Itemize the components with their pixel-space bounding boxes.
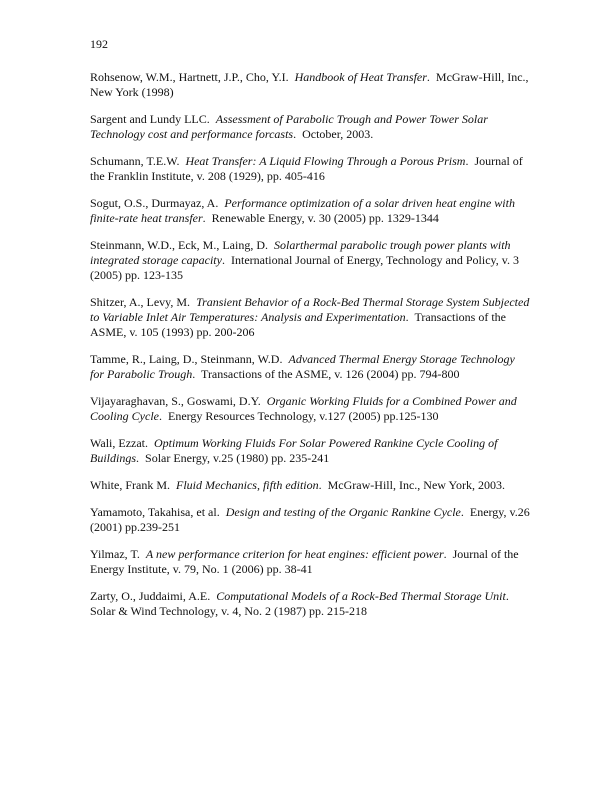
reference-authors: Schumann, T.E.W.	[90, 154, 180, 168]
reference-source: McGraw-Hill, Inc., New York (1998)	[90, 70, 529, 99]
reference-entry: Rohsenow, W.M., Hartnett, J.P., Cho, Y.I. Handbook of Heat Transfer. McGraw-Hill, Inc., New York (1998)	[90, 70, 529, 99]
reference-title: Handbook of Heat Transfer	[294, 70, 427, 84]
reference-source: McGraw-Hill, Inc., New York, 2003.	[327, 478, 505, 492]
reference-source: Renewable Energy, v. 30 (2005) pp. 1329-1344	[211, 211, 439, 225]
reference-title: Transient Behavior of a Rock-Bed Thermal Storage System Subjected to Variable Inlet Air Temperatures: Analysis and Experimentation	[90, 295, 530, 324]
reference-authors: Sogut, O.S., Durmayaz, A.	[90, 196, 219, 210]
reference-list	[90, 70, 530, 631]
reference-authors: Zarty, O., Juddaimi, A.E.	[90, 589, 211, 603]
reference-authors: Tamme, R., Laing, D., Steinmann, W.D.	[90, 352, 283, 366]
reference-authors: Yilmaz, T.	[90, 547, 140, 561]
reference-authors: Wali, Ezzat.	[90, 436, 149, 450]
reference-entry: Sargent and Lundy LLC. Assessment of Parabolic Trough and Power Tower Solar Technology cost and performance forcasts. October, 2003.	[90, 112, 488, 141]
reference-source: International Journal of Energy, Technology and Policy, v. 3 (2005) pp. 123-135	[90, 253, 519, 282]
reference-entry: Yamamoto, Takahisa, et al. Design and testing of the Organic Rankine Cycle. Energy, v.26 (2001) pp.239-251	[90, 505, 530, 534]
reference-entry: Sogut, O.S., Durmayaz, A. Performance optimization of a solar driven heat engine with finite-rate heat transfer. Renewable Energy, v. 30 (2005) pp. 1329-1344	[90, 196, 515, 225]
reference-source: Energy Resources Technology, v.127 (2005) pp.125-130	[168, 409, 439, 423]
reference-title: A new performance criterion for heat engines: efficient power	[145, 547, 444, 561]
reference-authors: Vijayaraghavan, S., Goswami, D.Y.	[90, 394, 261, 408]
reference-authors: Yamamoto, Takahisa, et al.	[90, 505, 220, 519]
reference-source: Transactions of the ASME, v. 126 (2004) pp. 794-800	[201, 367, 460, 381]
reference-source: October, 2003.	[302, 127, 374, 141]
reference-entry: Tamme, R., Laing, D., Steinmann, W.D. Advanced Thermal Energy Storage Technology for Parabolic Trough. Transactions of the ASME, v. 126 (2004) pp. 794-800	[90, 352, 515, 381]
reference-entry: Wali, Ezzat. Optimum Working Fluids For Solar Powered Rankine Cycle Cooling of Buildings. Solar Energy, v.25 (1980) pp. 235-241	[90, 436, 498, 465]
reference-entry: Yilmaz, T. A new performance criterion for heat engines: efficient power. Journal of the Energy Institute, v. 79, No. 1 (2006) pp. 38-41	[90, 547, 519, 576]
reference-entry: Vijayaraghavan, S., Goswami, D.Y. Organic Working Fluids for a Combined Power and Cooling Cycle. Energy Resources Technology, v.127 (2005) pp.125-130	[90, 394, 517, 423]
reference-title: Optimum Working Fluids For Solar Powered Rankine Cycle Cooling of Buildings	[90, 436, 498, 465]
reference-title: Performance optimization of a solar driven heat engine with finite-rate heat transfer	[90, 196, 515, 225]
reference-title: Assessment of Parabolic Trough and Power Tower Solar Technology cost and performance forcasts	[90, 112, 488, 141]
reference-source: Solar & Wind Technology, v. 4, No. 2 (1987) pp. 215-218	[90, 604, 367, 618]
reference-entry: Zarty, O., Juddaimi, A.E. Computational Models of a Rock-Bed Thermal Storage Unit. Solar & Wind Technology, v. 4, No. 2 (1987) pp. 215-218	[90, 589, 512, 618]
page-number: 192	[90, 37, 108, 51]
reference-entry: Steinmann, W.D., Eck, M., Laing, D. Solarthermal parabolic trough power plants with integrated storage capacity. International Journal of Energy, Technology and Policy, v. 3 (2005) pp. 123-135	[90, 238, 519, 282]
reference-authors: Sargent and Lundy LLC.	[90, 112, 210, 126]
reference-source: Solar Energy, v.25 (1980) pp. 235-241	[145, 451, 330, 465]
reference-title: Solarthermal parabolic trough power plants with integrated storage capacity	[90, 238, 511, 267]
reference-entry: White, Frank M. Fluid Mechanics, fifth edition. McGraw-Hill, Inc., New York, 2003.	[90, 478, 505, 492]
reference-authors: Rohsenow, W.M., Hartnett, J.P., Cho, Y.I.	[90, 70, 289, 84]
reference-authors: White, Frank M.	[90, 478, 170, 492]
reference-title: Advanced Thermal Energy Storage Technology for Parabolic Trough	[90, 352, 515, 381]
reference-source: Journal of the Energy Institute, v. 79, No. 1 (2006) pp. 38-41	[90, 547, 519, 576]
reference-title: Fluid Mechanics, fifth edition	[176, 478, 319, 492]
reference-title: Computational Models of a Rock-Bed Thermal Storage Unit	[216, 589, 506, 603]
reference-entry: Schumann, T.E.W. Heat Transfer: A Liquid Flowing Through a Porous Prism. Journal of the Franklin Institute, v. 208 (1929), pp. 405-416	[90, 154, 523, 183]
reference-entry: Shitzer, A., Levy, M. Transient Behavior of a Rock-Bed Thermal Storage System Subjected to Variable Inlet Air Temperatures: Analysis and Experimentation. Transactions of the ASME, v. 105 (1993) pp. 200-206	[90, 295, 530, 339]
reference-source: Journal of the Franklin Institute, v. 208 (1929), pp. 405-416	[90, 154, 523, 183]
reference-title: Organic Working Fluids for a Combined Power and Cooling Cycle	[90, 394, 517, 423]
reference-source: Transactions of the ASME, v. 105 (1993) pp. 200-206	[90, 310, 506, 339]
reference-title: Heat Transfer: A Liquid Flowing Through a Porous Prism	[185, 154, 466, 168]
reference-authors: Shitzer, A., Levy, M.	[90, 295, 191, 309]
reference-title: Design and testing of the Organic Rankine Cycle	[225, 505, 461, 519]
reference-source: Energy, v.26 (2001) pp.239-251	[90, 505, 530, 534]
reference-authors: Steinmann, W.D., Eck, M., Laing, D.	[90, 238, 268, 252]
